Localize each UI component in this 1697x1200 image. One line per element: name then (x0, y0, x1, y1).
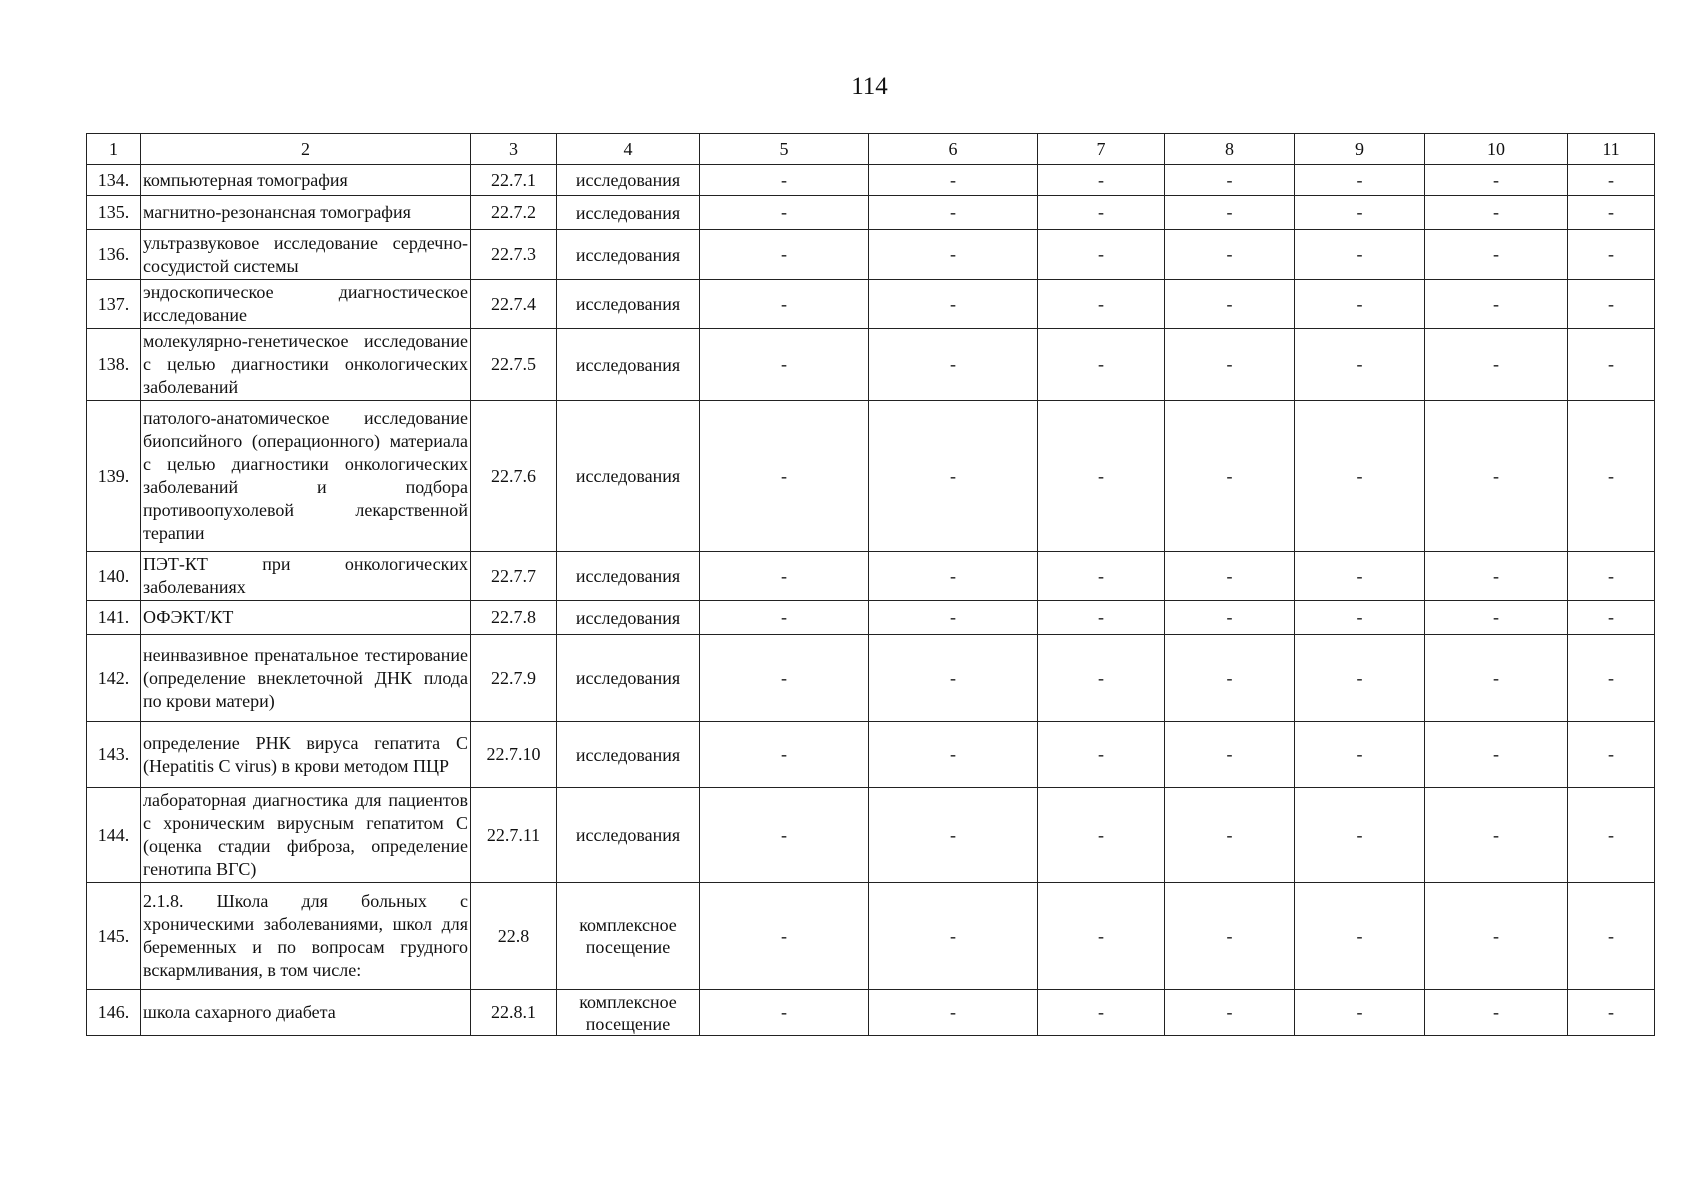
service-name: магнитно-резонансная томография (141, 196, 471, 230)
value-col-11: - (1568, 990, 1655, 1036)
value-col-11: - (1568, 552, 1655, 601)
table-row (87, 196, 1655, 230)
value-col-5: - (700, 990, 869, 1036)
value-col-9: - (1295, 883, 1425, 990)
value-col-11: - (1568, 401, 1655, 552)
value-col-6: - (869, 401, 1038, 552)
unit-of-measure: исследования (557, 280, 700, 329)
value-col-7: - (1038, 990, 1165, 1036)
value-col-8: - (1165, 165, 1295, 196)
value-col-6: - (869, 165, 1038, 196)
value-col-5: - (700, 601, 869, 635)
table-row (87, 601, 1655, 635)
row-number: 135. (87, 196, 141, 230)
table-row (87, 990, 1655, 1036)
value-col-6: - (869, 883, 1038, 990)
row-number: 143. (87, 722, 141, 788)
value-col-7: - (1038, 165, 1165, 196)
row-number: 145. (87, 883, 141, 990)
value-col-7: - (1038, 196, 1165, 230)
value-col-9: - (1295, 990, 1425, 1036)
row-number: 137. (87, 280, 141, 329)
service-name: молекулярно-генетическое исследование с целью диагностики онкологических заболеваний (141, 329, 471, 401)
value-col-5: - (700, 635, 869, 722)
service-name: компьютерная томография (141, 165, 471, 196)
value-col-8: - (1165, 280, 1295, 329)
value-col-5: - (700, 788, 869, 883)
service-code: 22.7.1 (471, 165, 557, 196)
value-col-11: - (1568, 196, 1655, 230)
table-body (87, 165, 1655, 1036)
value-col-7: - (1038, 230, 1165, 280)
value-col-11: - (1568, 883, 1655, 990)
value-col-5: - (700, 165, 869, 196)
value-col-6: - (869, 990, 1038, 1036)
value-col-8: - (1165, 196, 1295, 230)
value-col-7: - (1038, 329, 1165, 401)
value-col-10: - (1425, 722, 1568, 788)
value-col-10: - (1425, 196, 1568, 230)
column-header-2: 2 (141, 134, 471, 165)
service-code: 22.7.11 (471, 788, 557, 883)
value-col-8: - (1165, 552, 1295, 601)
table-row (87, 883, 1655, 990)
unit-of-measure: исследования (557, 601, 700, 635)
value-col-11: - (1568, 329, 1655, 401)
value-col-11: - (1568, 165, 1655, 196)
value-col-9: - (1295, 329, 1425, 401)
table-row (87, 165, 1655, 196)
value-col-10: - (1425, 883, 1568, 990)
value-col-10: - (1425, 329, 1568, 401)
service-code: 22.7.5 (471, 329, 557, 401)
service-code: 22.7.6 (471, 401, 557, 552)
value-col-6: - (869, 280, 1038, 329)
value-col-5: - (700, 230, 869, 280)
value-col-10: - (1425, 788, 1568, 883)
value-col-11: - (1568, 635, 1655, 722)
value-col-9: - (1295, 196, 1425, 230)
value-col-5: - (700, 883, 869, 990)
value-col-9: - (1295, 788, 1425, 883)
service-code: 22.8.1 (471, 990, 557, 1036)
value-col-5: - (700, 196, 869, 230)
value-col-9: - (1295, 165, 1425, 196)
value-col-6: - (869, 788, 1038, 883)
column-header-6: 6 (869, 134, 1038, 165)
service-name: ОФЭКТ/КТ (141, 601, 471, 635)
service-code: 22.7.3 (471, 230, 557, 280)
value-col-11: - (1568, 788, 1655, 883)
table-row (87, 280, 1655, 329)
value-col-5: - (700, 552, 869, 601)
value-col-10: - (1425, 601, 1568, 635)
row-number: 144. (87, 788, 141, 883)
value-col-11: - (1568, 280, 1655, 329)
column-header-8: 8 (1165, 134, 1295, 165)
value-col-8: - (1165, 635, 1295, 722)
unit-of-measure: комплексное посещение (557, 883, 700, 990)
table-row (87, 635, 1655, 722)
service-code: 22.7.10 (471, 722, 557, 788)
value-col-7: - (1038, 601, 1165, 635)
table-row (87, 788, 1655, 883)
row-number: 140. (87, 552, 141, 601)
page-number: 114 (851, 73, 888, 100)
value-col-10: - (1425, 230, 1568, 280)
unit-of-measure: исследования (557, 788, 700, 883)
row-number: 146. (87, 990, 141, 1036)
value-col-7: - (1038, 883, 1165, 990)
value-col-8: - (1165, 788, 1295, 883)
value-col-10: - (1425, 280, 1568, 329)
value-col-6: - (869, 329, 1038, 401)
table-row (87, 401, 1655, 552)
value-col-8: - (1165, 722, 1295, 788)
service-code: 22.7.9 (471, 635, 557, 722)
value-col-7: - (1038, 401, 1165, 552)
column-header-4: 4 (557, 134, 700, 165)
value-col-10: - (1425, 401, 1568, 552)
row-number: 134. (87, 165, 141, 196)
service-name: неинвазивное пренатальное тестирование (определение внеклеточной ДНК плода по крови матери) (141, 635, 471, 722)
service-name: патолого-анатомическое исследование биопсийного (операционного) материала с целью диагностики онкологических заболеваний и подбора противоопухолевой лекарственной терапии (141, 401, 471, 552)
value-col-9: - (1295, 722, 1425, 788)
table-row (87, 329, 1655, 401)
value-col-9: - (1295, 635, 1425, 722)
service-name: школа сахарного диабета (141, 990, 471, 1036)
value-col-11: - (1568, 601, 1655, 635)
value-col-10: - (1425, 635, 1568, 722)
column-header-5: 5 (700, 134, 869, 165)
services-table (86, 133, 1655, 1036)
column-header-10: 10 (1425, 134, 1568, 165)
value-col-6: - (869, 552, 1038, 601)
value-col-7: - (1038, 635, 1165, 722)
value-col-6: - (869, 635, 1038, 722)
unit-of-measure: исследования (557, 635, 700, 722)
value-col-5: - (700, 329, 869, 401)
value-col-9: - (1295, 552, 1425, 601)
unit-of-measure: исследования (557, 165, 700, 196)
value-col-8: - (1165, 401, 1295, 552)
value-col-11: - (1568, 230, 1655, 280)
value-col-9: - (1295, 230, 1425, 280)
value-col-6: - (869, 722, 1038, 788)
value-col-10: - (1425, 552, 1568, 601)
service-code: 22.8 (471, 883, 557, 990)
service-code: 22.7.2 (471, 196, 557, 230)
value-col-9: - (1295, 601, 1425, 635)
value-col-11: - (1568, 722, 1655, 788)
value-col-6: - (869, 230, 1038, 280)
service-code: 22.7.8 (471, 601, 557, 635)
service-name: определение РНК вируса гепатита С (Hepatitis C virus) в крови методом ПЦР (141, 722, 471, 788)
row-number: 141. (87, 601, 141, 635)
table-header-row (87, 134, 1655, 165)
unit-of-measure: исследования (557, 401, 700, 552)
value-col-8: - (1165, 883, 1295, 990)
row-number: 142. (87, 635, 141, 722)
service-code: 22.7.4 (471, 280, 557, 329)
value-col-10: - (1425, 165, 1568, 196)
value-col-6: - (869, 196, 1038, 230)
unit-of-measure: исследования (557, 329, 700, 401)
table-row (87, 722, 1655, 788)
row-number: 139. (87, 401, 141, 552)
value-col-8: - (1165, 601, 1295, 635)
service-name: ультразвуковое исследование сердечно-сосудистой системы (141, 230, 471, 280)
value-col-8: - (1165, 230, 1295, 280)
value-col-7: - (1038, 722, 1165, 788)
column-header-3: 3 (471, 134, 557, 165)
unit-of-measure: комплексное посещение (557, 990, 700, 1036)
value-col-8: - (1165, 990, 1295, 1036)
unit-of-measure: исследования (557, 552, 700, 601)
service-code: 22.7.7 (471, 552, 557, 601)
unit-of-measure: исследования (557, 230, 700, 280)
value-col-7: - (1038, 788, 1165, 883)
service-name: эндоскопическое диагностическое исследование (141, 280, 471, 329)
value-col-5: - (700, 722, 869, 788)
column-header-1: 1 (87, 134, 141, 165)
value-col-5: - (700, 401, 869, 552)
table-row (87, 230, 1655, 280)
service-name: лабораторная диагностика для пациентов с хроническим вирусным гепатитом С (оценка стадии фиброза, определение генотипа ВГС) (141, 788, 471, 883)
row-number: 138. (87, 329, 141, 401)
column-header-11: 11 (1568, 134, 1655, 165)
value-col-9: - (1295, 280, 1425, 329)
row-number: 136. (87, 230, 141, 280)
unit-of-measure: исследования (557, 722, 700, 788)
column-header-7: 7 (1038, 134, 1165, 165)
value-col-5: - (700, 280, 869, 329)
value-col-10: - (1425, 990, 1568, 1036)
value-col-7: - (1038, 552, 1165, 601)
value-col-8: - (1165, 329, 1295, 401)
service-name: ПЭТ-КТ при онкологических заболеваниях (141, 552, 471, 601)
service-name: 2.1.8. Школа для больных с хроническими заболеваниями, школ для беременных и по вопросам грудного вскармливания, в том числе: (141, 883, 471, 990)
unit-of-measure: исследования (557, 196, 700, 230)
value-col-9: - (1295, 401, 1425, 552)
table-row (87, 552, 1655, 601)
value-col-6: - (869, 601, 1038, 635)
value-col-7: - (1038, 280, 1165, 329)
column-header-9: 9 (1295, 134, 1425, 165)
